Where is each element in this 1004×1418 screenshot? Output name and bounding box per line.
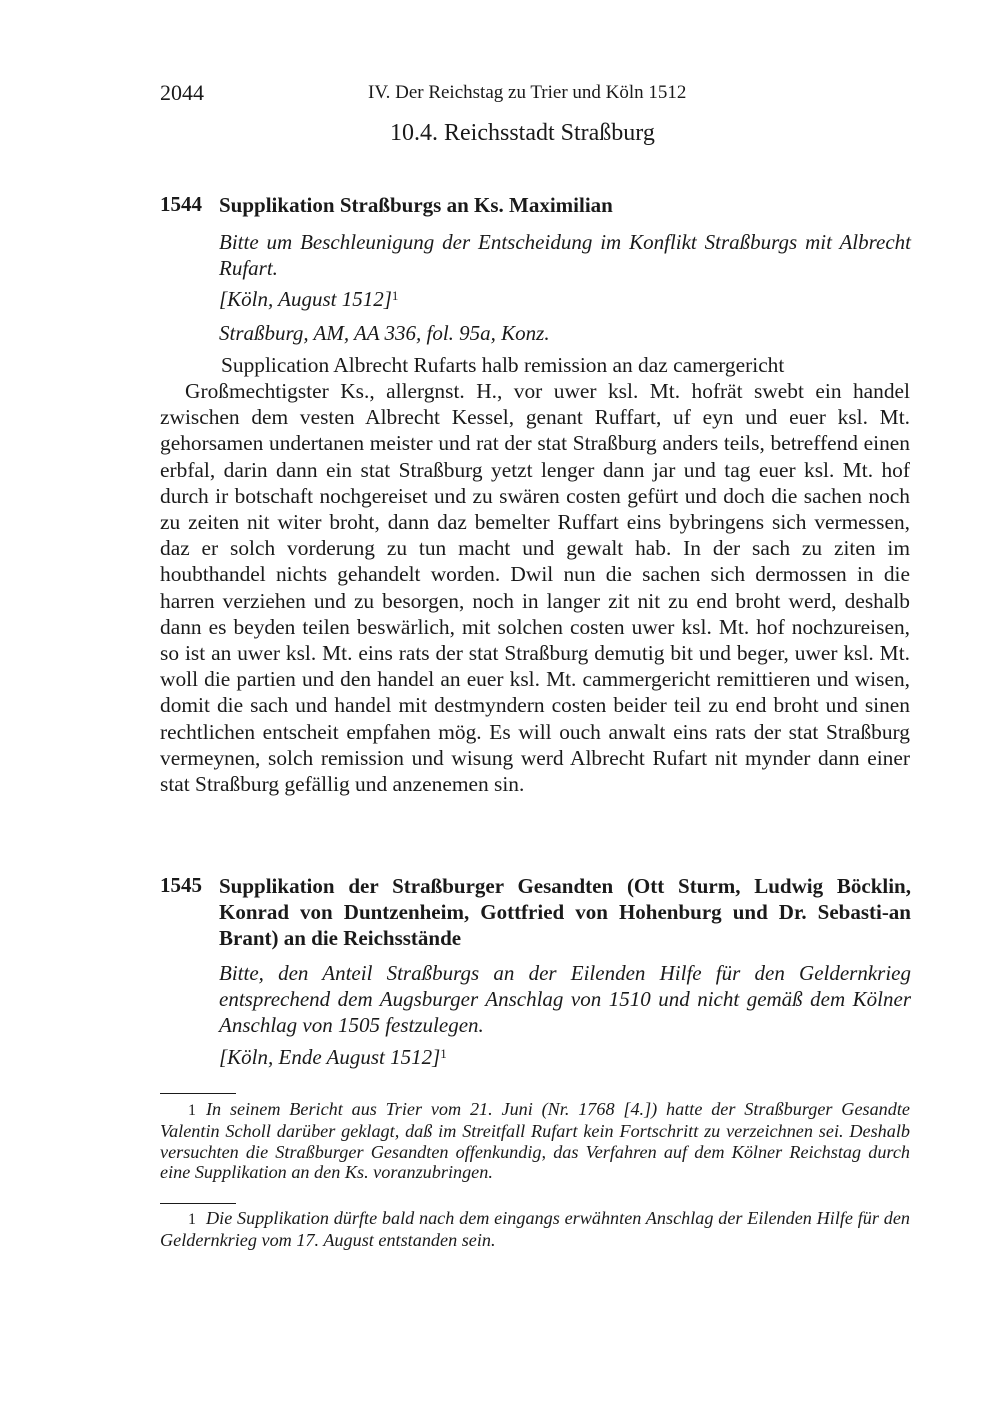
- footnote-ref: 1: [391, 288, 399, 303]
- date-text: [Köln, Ende August 1512]: [219, 1045, 441, 1069]
- footnote-1545: [160, 1208, 910, 1251]
- footnote-1544: [160, 1099, 910, 1183]
- footnote-text: Die Supplikation dürfte bald nach dem eingangs erwähnten Anschlag der Eilenden Hilfe für den Geldernkrieg vom 17. August entstanden sein.: [160, 1208, 910, 1251]
- page-number: 2044: [160, 80, 204, 105]
- running-title: IV. Der Reichstag zu Trier und Köln 1512: [368, 82, 687, 103]
- document-date-1545: [219, 1044, 911, 1070]
- footnote-mark: 1: [188, 1102, 196, 1119]
- date-text: [Köln, August 1512]: [219, 287, 392, 311]
- document-number-1545: 1545: [160, 873, 202, 897]
- footnote-mark: 1: [188, 1211, 196, 1228]
- document-heading-1545: Supplikation der Straßburger Gesandten (Ott Sturm, Ludwig Böcklin, Konrad von Duntzenheim, Gottfried von Hohenburg und Dr. Sebasti-an Brant) an die Reichsstände: [219, 874, 911, 950]
- body-paragraph: Großmechtigster Ks., allergnst. H., vor uwer ksl. Mt. hofrät swebt ein handel zwischen dem vesten Albrecht Kessel, genant Ruffart, uf eyn und euer ksl. Mt. gehorsamen undertanen meister und rat der stat Straßburg anders teils, betreffend einen erbfal, darin dann ein stat Straßburg yetzt lenger dann jar und tag euer ksl. Mt. hof durch ir botschaft nochgereiset und zu swären costen gefürt und doch die sachen noch zu zeiten nit witer broht, dann daz bemelter Ruffart eins bybringens sich vermessen, daz er solch vorderung zu tun macht und gewalt hab. In der sach zu ziten im houbthandel nichts gehandelt worden. Dwil nun die sachen sich dermossen in die harren verziehen und zu besorgen, noch in langer zit nit zu end broht werd, deshalb dann es beyden teilen beswärlich, mit solchen costen uwer ksl. Mt. hof nochzureisen, so ist an uwer ksl. Mt. eins rats der stat Straßburg demutig bit und beger, uwer ksl. Mt. woll die partien und den handel an euer ksl. Mt. cammergericht remittieren und wisen, domit die sach und handel mit destmyndern costen beider teil zu end broht und sinen rechtlichen entscheit empfahen mög. Es will ouch anwalt eins rats der stat Straßburg vermeynen, solch remission und wisung werd Albrecht Rufart nit mynder dann einer stat Straßburg gefällig und anzenemen sin.: [160, 379, 910, 797]
- footnote-ref: 1: [440, 1046, 447, 1061]
- dorsal-note: Supplication Albrecht Rufarts halb remission an daz camergericht: [221, 353, 785, 377]
- document-text-1544: [160, 378, 910, 797]
- footnote-text: In seinem Bericht aus Trier vom 21. Juni (Nr. 1768 [4.]) hatte der Straßburger Gesandte Valentin Scholl darüber geklagt, daß im Streitfall Rufart kein Fortschritt zu verzeichnen sei. Deshalb versuchten die Straßburger Gesandten offenkundig, das Verfahren auf dem Kölner Reichstag durch eine Supplikation an den Ks. voranzubringen.: [160, 1099, 910, 1183]
- document-summary-1545: Bitte, den Anteil Straßburgs an der Eilenden Hilfe für den Geldernkrieg entsprechend dem Augsburger Anschlag von 1510 und nicht gemäß dem Kölner Anschlag von 1505 festzulegen.: [219, 961, 911, 1037]
- document-source-1544: Straßburg, AM, AA 336, fol. 95a, Konz.: [219, 321, 550, 345]
- document-heading-1544: Supplikation Straßburgs an Ks. Maximilian: [219, 193, 613, 217]
- section-title: 10.4. Reichsstadt Straßburg: [390, 120, 655, 146]
- document-summary-1544: Bitte um Beschleunigung der Entscheidung im Konflikt Straßburgs mit Albrecht Rufart.: [219, 230, 911, 280]
- footnote-divider: [160, 1093, 236, 1094]
- document-number-1544: 1544: [160, 192, 202, 216]
- document-date-1544: [219, 286, 911, 312]
- footnote-divider: [160, 1203, 236, 1204]
